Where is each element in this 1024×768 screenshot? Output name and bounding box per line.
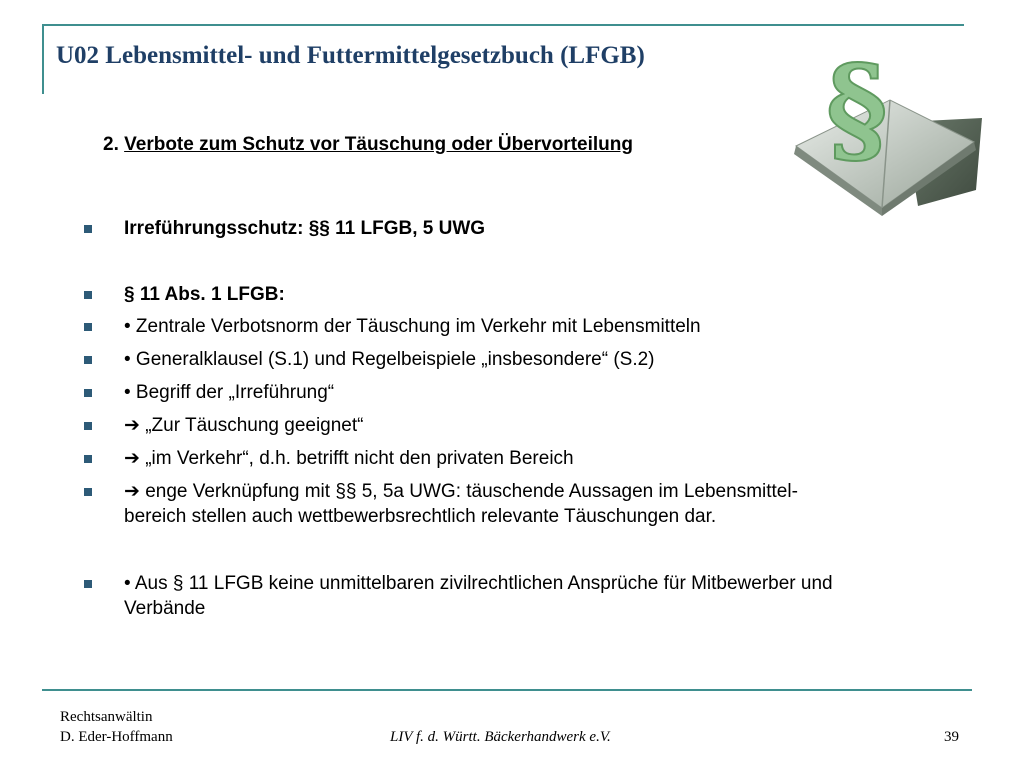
square-bullet-icon — [84, 580, 92, 588]
footer-rule — [42, 689, 972, 691]
bullet-item — [84, 380, 334, 405]
header-rule — [42, 24, 964, 26]
section-heading-text: Verbote zum Schutz vor Täuschung oder Übervorteilung — [124, 134, 633, 155]
bullet-text: • Zentrale Verbotsnorm der Täuschung im Verkehr mit Lebensmitteln — [124, 316, 701, 337]
author-title: Rechtsanwältin — [60, 709, 153, 725]
bullet-item — [84, 571, 833, 621]
square-bullet-icon — [84, 225, 92, 233]
bullet-item — [84, 479, 798, 529]
bullet-item — [84, 314, 701, 339]
bullet-text: § 11 Abs. 1 LFGB: — [124, 284, 285, 305]
header-side-rule — [42, 24, 44, 94]
footer-organization: LIV f. d. Württ. Bäckerhandwerk e.V. — [390, 729, 611, 745]
bullet-text: • Aus § 11 LFGB keine unmittelbaren zivilrechtlichen Ansprüche für Mitbewerber und — [124, 573, 833, 594]
page-number: 39 — [944, 729, 959, 745]
square-bullet-icon — [84, 488, 92, 496]
bullet-text: • Begriff der „Irreführung“ — [124, 382, 335, 403]
square-bullet-icon — [84, 356, 92, 364]
section-number: 2. — [103, 134, 125, 155]
bullet-item — [84, 347, 655, 372]
paragraph-book-icon — [786, 30, 986, 220]
footer-author — [60, 707, 173, 747]
bullet-text: ➔ „im Verkehr“, d.h. betrifft nicht den privaten Bereich — [124, 448, 574, 469]
bullet-text: • Generalklausel (S.1) und Regelbeispiele „insbesondere“ (S.2) — [124, 349, 655, 370]
slide-title: U02 Lebensmittel- und Futtermittelgesetzbuch (LFGB) — [56, 42, 645, 69]
author-name: D. Eder-Hoffmann — [60, 729, 173, 745]
square-bullet-icon — [84, 455, 92, 463]
bullet-item — [84, 446, 574, 471]
square-bullet-icon — [84, 291, 92, 299]
square-bullet-icon — [84, 323, 92, 331]
bullet-text-continued: Verbände — [124, 598, 206, 619]
bullet-text-continued: bereich stellen auch wettbewerbsrechtlich relevante Täuschungen dar. — [124, 506, 717, 527]
bullet-text: ➔ „Zur Täuschung geeignet“ — [124, 415, 364, 436]
square-bullet-icon — [84, 422, 92, 430]
section-heading — [103, 134, 633, 156]
bullet-item — [84, 413, 363, 438]
square-bullet-icon — [84, 389, 92, 397]
bullet-text: Irreführungsschutz: §§ 11 LFGB, 5 UWG — [124, 218, 486, 239]
bullet-item — [84, 282, 285, 307]
svg-text:§: § — [826, 39, 888, 178]
bullet-text: ➔ enge Verknüpfung mit §§ 5, 5a UWG: täuschende Aussagen im Lebensmittel- — [124, 481, 798, 502]
bullet-item — [84, 216, 485, 241]
